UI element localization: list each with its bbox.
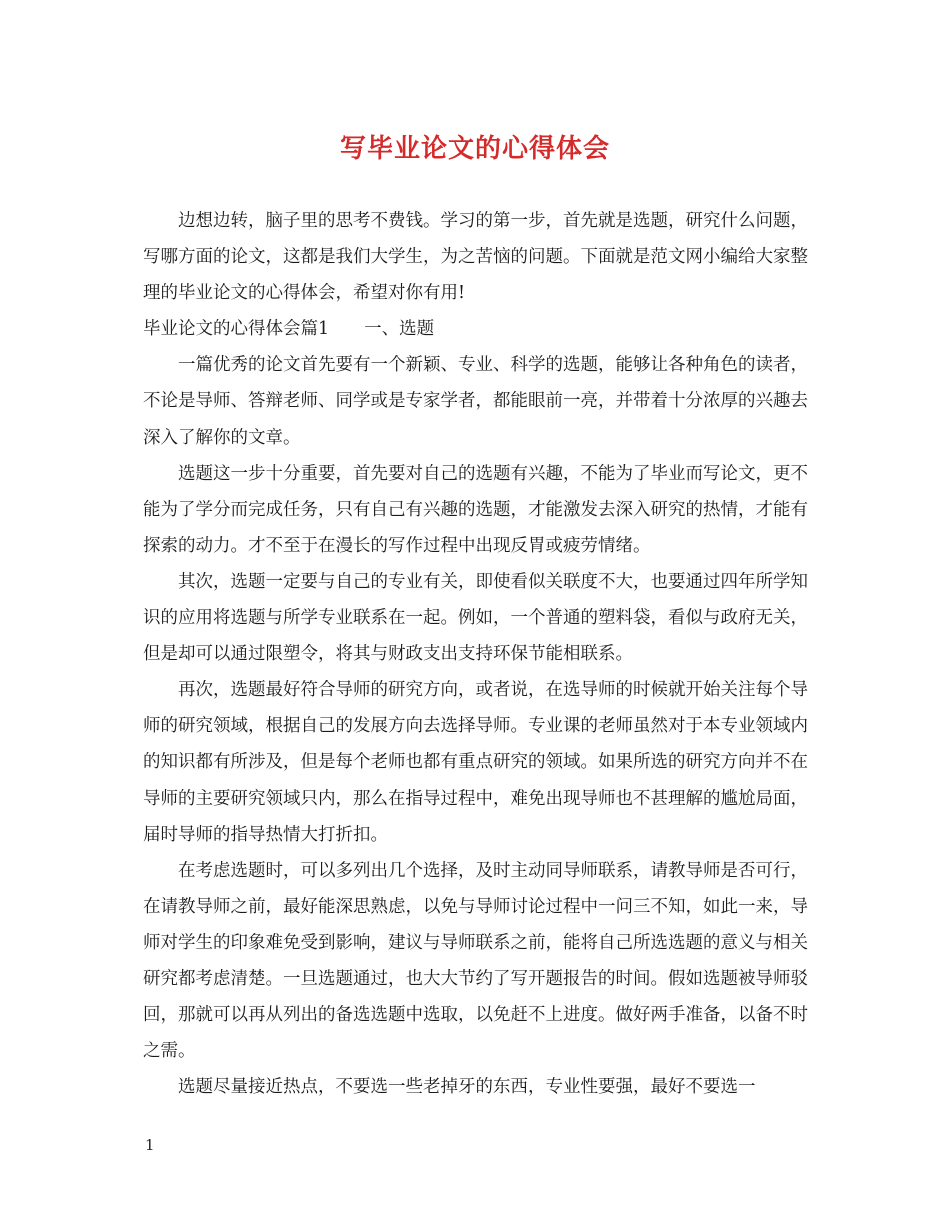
document-body (143, 203, 808, 1105)
paragraph: 选题尽量接近热点，不要选一些老掉牙的东西，专业性要强，最好不要选一 (178, 1077, 756, 1098)
paragraph: 在考虑选题时，可以多列出几个选择，及时主动同导师联系，请教导师是否可行，在请教导师之前，最好能深思熟虑，以免与导师讨论过程中一问三不知，如此一来，导师对学生的印象难免受到影响，建议与导师联系之前，能将自己所选选题的意义与相关研究都考虑清楚。一旦选题通过，也大大节约了写开题报告的时间。假如选题被导师驳回，那就可以再从列出的备选选题中选取，以免赶不上进度。做好两手准备，以备不时之需。 (143, 860, 808, 1062)
paragraph-intro: 边想边转，脑子里的思考不费钱。学习的第一步，首先就是选题，研究什么问题，写哪方面的论文，这都是我们大学生，为之苦恼的问题。下面就是范文网小编给大家整理的毕业论文的心得体会，希望对你有用! (143, 211, 808, 304)
paragraph: 其次，选题一定要与自己的专业有关，即使看似关联度不大，也要通过四年所学知识的应用将选题与所学专业联系在一起。例如，一个普通的塑料袋，看似与政府无关，但是却可以通过限塑令，将其与财政支出支持环保节能相联系。 (143, 571, 808, 665)
section-heading: 毕业论文的心得体会篇1 一、选题 (143, 319, 435, 340)
paragraph: 一篇优秀的论文首先要有一个新颖、专业、科学的选题，能够让各种角色的读者，不论是导师、答辩老师、同学或是专家学者，都能眼前一亮，并带着十分浓厚的兴趣去深入了解你的文章。 (143, 355, 808, 448)
paragraph: 再次，选题最好符合导师的研究方向，或者说，在选导师的时候就开始关注每个导师的研究领域，根据自己的发展方向去选择导师。专业课的老师虽然对于本专业领域内的知识都有所涉及，但是每个老师也都有重点研究的领域。如果所选的研究方向并不在导师的主要研究领域只内，那么在指导过程中，难免出现导师也不甚理解的尴尬局面，届时导师的指导热情大打折扣。 (143, 680, 808, 845)
paragraph: 选题这一步十分重要，首先要对自己的选题有兴趣，不能为了毕业而写论文，更不能为了学分而完成任务，只有自己有兴趣的选题，才能激发去深入研究的热情，才能有探索的动力。才不至于在漫长的写作过程中出现反胃或疲劳情绪。 (143, 463, 808, 556)
document-title: 写毕业论文的心得体会 (339, 134, 610, 164)
page-number: 1 (145, 1136, 155, 1154)
